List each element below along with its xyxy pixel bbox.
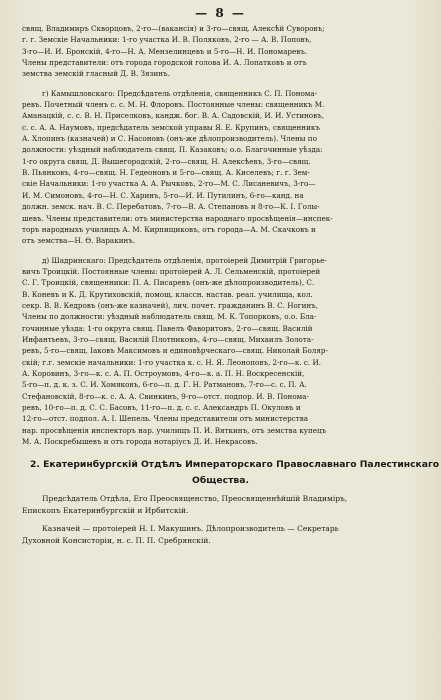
text-line: ревъ, 5-го—свящ. Іаковъ Максимовъ и единовѣрческаго—свящ. Николай Боляр- xyxy=(22,346,328,356)
text-line: отъ земства—Н. Ѳ. Варакинъ. xyxy=(22,236,136,246)
text-line: скіе Начальники: 1-го участка А. А. Рычковъ, 2-го—М. С. Лисаневичъ, 3-го— xyxy=(22,179,316,189)
text-line: 12-го—отст. подпол. А. І. Шепель. Члены представители отъ министерства xyxy=(22,414,309,424)
text-line: скій; г.г. земскіе начальники: 1-го участка к. с. Н. Я. Леоноповъ, 2-го—к. с. И. xyxy=(22,357,322,367)
text-line: гочинные уѣзда: 1-го округа свящ. Павелъ Фаворитовъ, 2-го—свящ. Василій xyxy=(22,323,313,333)
text-line: И. М. Симоновъ, 4-го—Н. С. Харинъ, 5-го—И. И. Путилинъ, 6-го—канд. на xyxy=(22,190,304,200)
text-line: г) Камышловскаго: Предсѣдатель отдѣленія, священникъ С. П. Понома- xyxy=(42,88,318,98)
text-line: шевъ. Члены представители: отъ министерства народнаго просвѣщенія—инспек- xyxy=(22,213,333,223)
text-line: А. Хлопинъ (казначей) и С. Насоновъ (онъ-же дѣлопроизводитель). Члены по xyxy=(22,134,317,144)
section-heading-line: 2. Екатеринбургскій Отдѣлъ Императорскаго Православнаго Палестинскаго xyxy=(30,459,440,471)
paragraph-top xyxy=(22,23,419,80)
text-line: Аманацкій, с. с. В. Н. Приселковъ, кандж. бог. В. А. Садовскій, И. И. Устиновъ, xyxy=(22,111,325,121)
text-line: должн. земск. нач. В. С. Перебатовъ, 7-го—В. А. Степановъ и 8-го—К. І. Голы- xyxy=(22,202,320,212)
text-line: А. Коровинъ, 3-го—к. с. А. П. Остроумовъ, 4-го—к. а. П. Н. Воскресенскій, xyxy=(22,368,305,378)
text-line: Члены представители: отъ города городской голова И. А. Лопатковъ и отъ xyxy=(22,58,307,68)
section-heading xyxy=(22,457,440,489)
text-line: Казначей — протоіерей Н. І. Макушинъ. Дѣлопроизводитель — Секретарь xyxy=(42,524,339,534)
text-line: Инфантьевъ, 3-го—свящ. Василій Плотниковъ, 4-го—свящ. Михаилъ Золота- xyxy=(22,334,314,344)
text-line: свящ. Владимиръ Скворцовъ, 2-го—(вакансія) и 3-го—свящ. Алексѣй Суворовъ; xyxy=(22,24,325,33)
text-line: с. с. А. А. Наумовъ, предсѣдатель земской управы Я. Е. Крупинъ, священникъ xyxy=(22,122,320,132)
text-line: В. Коневъ и К. Д. Крутиховскій, помощ. классн. настав. реал. училища, кол. xyxy=(22,289,313,299)
paragraph-kamyshlov xyxy=(22,88,419,247)
text-line: д) Шадринскаго: Предсѣдатель отдѣленія, протоіерей Димитрій Григорье- xyxy=(42,255,327,265)
text-line: В. Пьянковъ, 4-го—свящ. Н. Гедеоновъ и 5-го—свящ. А. Киселевъ; г. г. Зем- xyxy=(22,168,310,178)
text-line: земства земскій гласный Д. В. Зязинъ. xyxy=(22,69,170,79)
text-line: М. А. Поскребышевъ и отъ города нотаріусъ Д. И. Некрасовъ. xyxy=(22,437,258,447)
text-line: 1-го округа свящ. Д. Вышегородскій, 2-го—свящ. Н. Алексѣевъ, 3-го—свящ. xyxy=(22,156,311,166)
text-line: нар. просвѣщенія инспекторъ нар. училищъ П. И. Вяткинъ, отъ земства купецъ xyxy=(22,425,327,435)
page-number: — 8 — xyxy=(195,6,246,20)
paragraph-treasurer xyxy=(22,523,419,547)
text-line: секр. В. В. Кедровъ (онъ-же казначей), лич. почет. гражданинъ В. С. Ногинъ, xyxy=(22,300,319,310)
text-line: Стефановскій, 8-го—к. с. А. А. Свинкинъ, 9-го—отст. подпор. И. В. Понома- xyxy=(22,391,309,401)
text-line: Предсѣдатель Отдѣла, Его Преосвященство, Преосвященнѣйшій Владиміръ, xyxy=(42,494,348,504)
section-heading-line: Общества. xyxy=(192,475,249,487)
text-line: Епископъ Екатеринбургскій и Ирбитскій. xyxy=(22,506,189,516)
text-line: торъ народныхъ училищъ А. М. Кирпищиковъ, отъ города—А. М. Скачковъ и xyxy=(22,224,316,234)
text-line: вичъ Троицкій. Постоянные члены: протоіерей А. Л. Сельменскій, протоіерей xyxy=(22,266,321,276)
text-line: г. г. Земскіе Начальники: 1-го участка И. В. Поляковъ, 2-го — А. В. Поповъ, xyxy=(22,35,312,45)
paragraph-chairman xyxy=(22,493,419,517)
text-line: Члены по должности: уѣздный наблюдатель свящ. М. К. Топорковъ, о.о. Бла- xyxy=(22,312,317,322)
text-line: 3-го—И. И. Бронскій, 4-го—Н. А. Мензелинцевъ и 5-го—Н. И. Пономаревъ. xyxy=(22,46,308,56)
text-line: ревъ, 10-го—п. д. С. С. Басовъ, 11-го—п. д. с. с. Александръ П. Окуловъ и xyxy=(22,403,301,412)
paragraph-shadrinsk xyxy=(22,255,419,448)
text-line: ревъ. Почетный членъ с. с. М. Н. Флоровъ. Постоянные члены: священникъ М. xyxy=(22,100,325,110)
text-line: должности: уѣздный наблюдатель свящ. П. Казаковъ; о.о. Благочинные уѣзда: xyxy=(22,145,323,155)
text-line: 5-го—п. д. к. з. С. И. Хомяковъ, 6-го—п. д. Г. Н. Ратмановъ, 7-го—с. с. П. А. xyxy=(22,380,307,390)
text-line: Духовной Консисторіи, н. с. П. П. Сребрянскій. xyxy=(22,536,211,546)
text-line: С. Г. Троицкій, священники: П. А. Писаревъ (онъ-же дѣлопроизводитель), С. xyxy=(22,278,315,288)
